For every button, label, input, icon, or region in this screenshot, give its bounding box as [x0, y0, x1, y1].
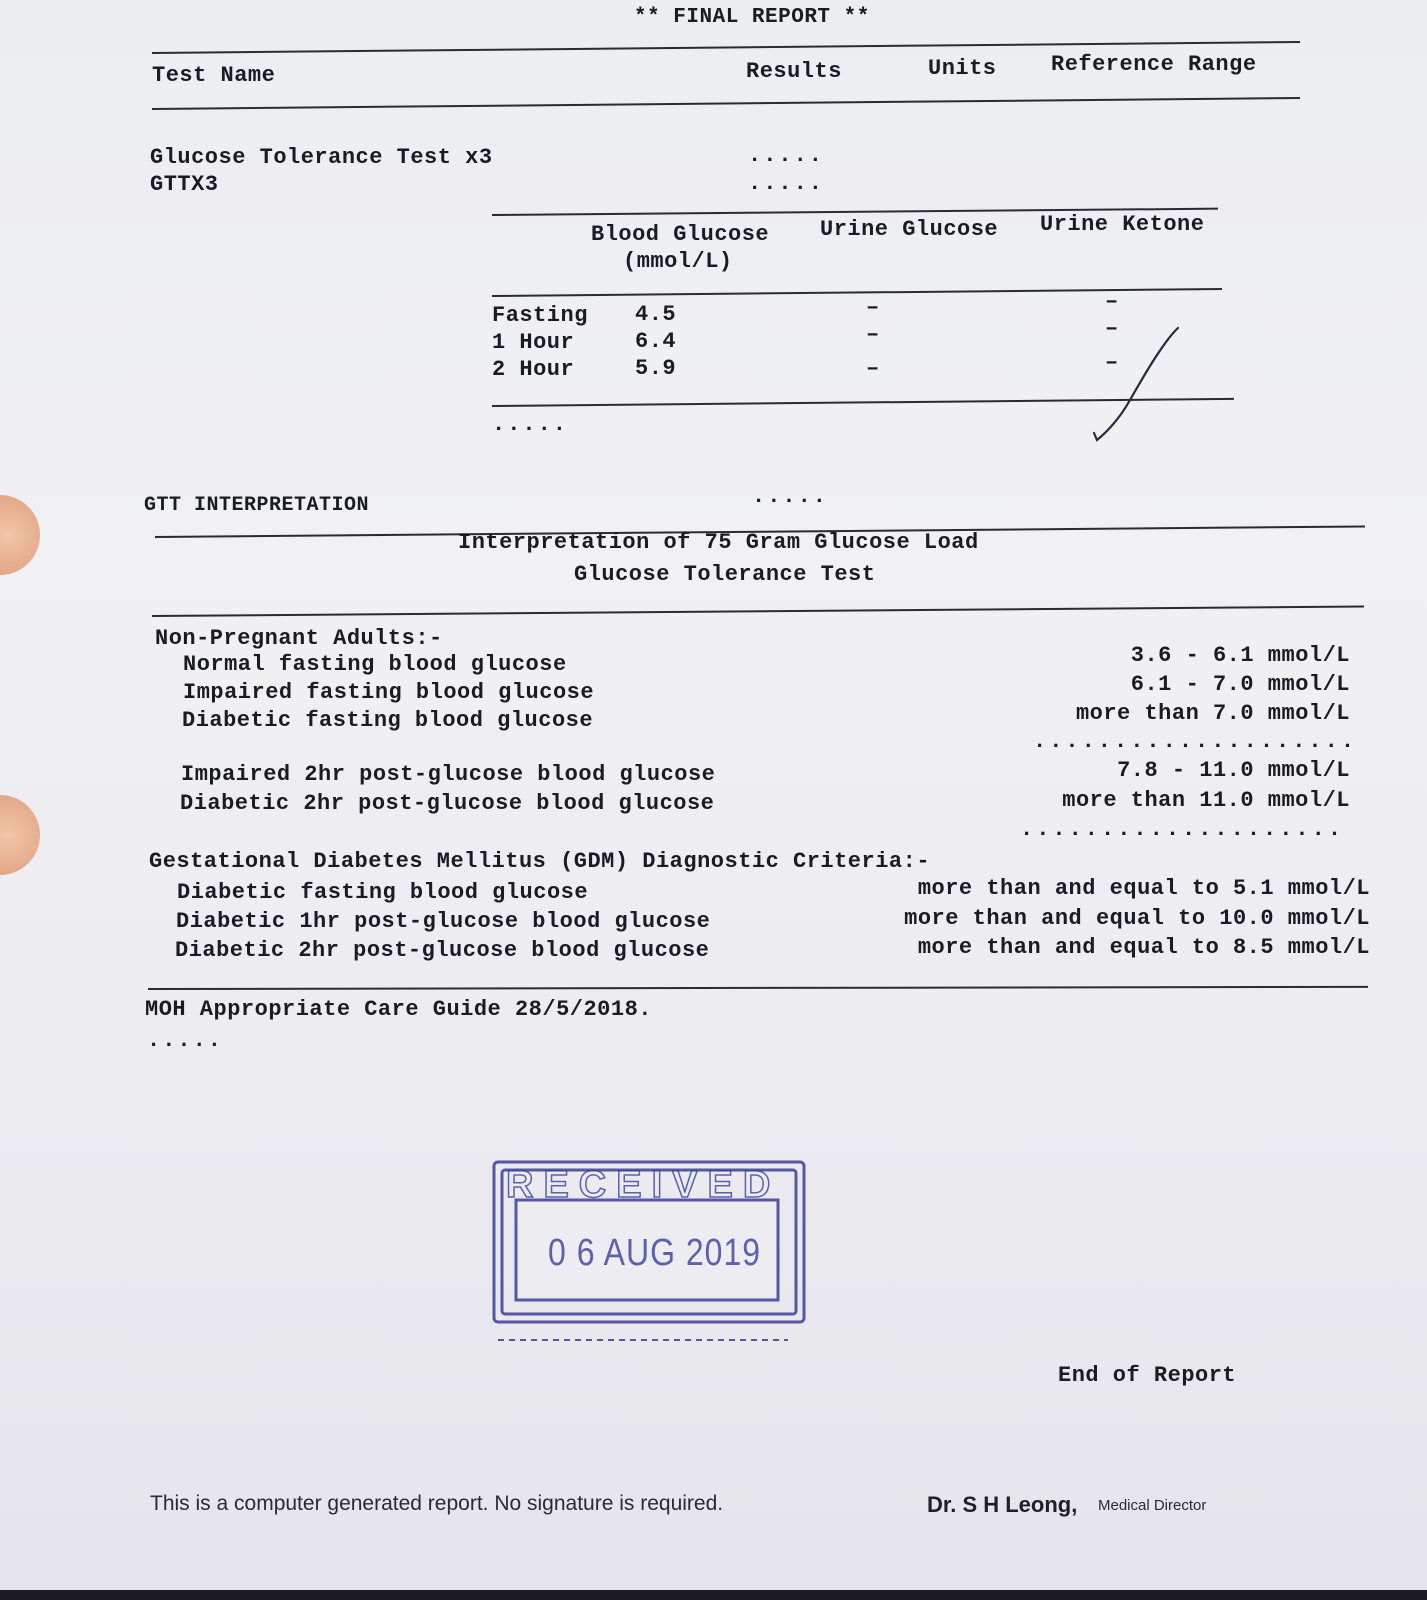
header-units: Units [928, 56, 997, 81]
report-title: ** FINAL REPORT ** [634, 6, 870, 29]
moh-dots: ..... [147, 1028, 224, 1053]
test-code-result: ..... [748, 171, 825, 196]
gdm-row-value: more than and equal to 5.1 mmol/L [917, 876, 1370, 901]
gtt-row-label: Fasting [492, 303, 588, 328]
np-row-label: Impaired fasting blood glucose [183, 680, 595, 705]
header-reference-range: Reference Range [1051, 52, 1257, 77]
non-pregnant-heading: Non-Pregnant Adults:- [155, 626, 443, 651]
gdm-heading: Gestational Diabetes Mellitus (GDM) Diagnostic Criteria:- [149, 849, 931, 874]
interp-bottom-rule [148, 986, 1368, 990]
gdm-row-label: Diabetic 2hr post-glucose blood glucose [175, 938, 710, 963]
gdm-row-label: Diabetic fasting blood glucose [177, 880, 589, 905]
test-code: GTTX3 [150, 172, 219, 197]
pen-tick-mark [1085, 320, 1195, 445]
gdm-row-value: more than and equal to 10.0 mmol/L [904, 906, 1370, 931]
np2-row-value: 7.8 - 11.0 mmol/L [1117, 758, 1350, 783]
interp-title-line2: Glucose Tolerance Test [574, 562, 876, 587]
np2-row-value: more than 11.0 mmol/L [1062, 788, 1350, 813]
header-test-name: Test Name [152, 63, 276, 88]
col-blood-glucose: Blood Glucose [591, 222, 770, 247]
gtt-interpretation-dots: ..... [752, 484, 829, 509]
col-blood-glucose-unit: (mmol/L) [623, 249, 733, 274]
gtt-table-dots: ..... [492, 412, 569, 437]
gtt-row-blood: 4.5 [635, 302, 677, 327]
np2-row-label: Impaired 2hr post-glucose blood glucose [181, 762, 716, 787]
gtt-row-urine-glucose: – [866, 322, 880, 347]
np-row-value: 3.6 - 6.1 mmol/L [1130, 643, 1350, 668]
np-row-value: 6.1 - 7.0 mmol/L [1130, 672, 1350, 697]
np-row-value: more than 7.0 mmol/L [1075, 701, 1350, 726]
gtt-row-urine-ketone: – [1105, 350, 1119, 375]
np2-row-label: Diabetic 2hr post-glucose blood glucose [180, 791, 715, 816]
np-row-label: Normal fasting blood glucose [183, 652, 567, 677]
interp-title-rule [152, 605, 1364, 617]
header-results: Results [746, 59, 842, 84]
page-edge [0, 1590, 1427, 1600]
np2-separator: .................... [1020, 817, 1345, 842]
gtt-row-blood: 6.4 [635, 329, 677, 354]
gtt-row-urine-glucose: – [866, 295, 880, 320]
test-name-result: ..... [748, 143, 825, 168]
gtt-row-blood: 5.9 [635, 356, 677, 381]
received-stamp [488, 1160, 818, 1370]
doctor-title: Medical Director [1098, 1497, 1207, 1514]
col-urine-glucose: Urine Glucose [820, 217, 999, 242]
gtt-row-urine-glucose: – [866, 356, 880, 381]
doctor-name: Dr. S H Leong, [927, 1492, 1078, 1517]
np-row-label: Diabetic fasting blood glucose [182, 708, 594, 733]
test-name: Glucose Tolerance Test x3 [150, 145, 493, 170]
received-stamp-date: 0 6 AUG 2019 [548, 1230, 762, 1274]
gtt-row-urine-ketone: – [1105, 316, 1119, 341]
gtt-interpretation-label: GTT INTERPRETATION [144, 494, 370, 517]
interp-title-line1: Interpretation of 75 Gram Glucose Load [458, 530, 979, 555]
gtt-row-label: 2 Hour [492, 357, 575, 382]
col-urine-ketone: Urine Ketone [1040, 212, 1205, 237]
gtt-row-urine-ketone: – [1105, 289, 1119, 314]
gdm-row-value: more than and equal to 8.5 mmol/L [917, 935, 1370, 960]
computer-generated-note: This is a computer generated report. No signature is required. [150, 1492, 724, 1515]
np-separator: .................... [1033, 729, 1358, 754]
gtt-row-label: 1 Hour [492, 330, 575, 355]
end-of-report: End of Report [1058, 1363, 1237, 1388]
moh-note: MOH Appropriate Care Guide 28/5/2018. [145, 997, 652, 1022]
gdm-row-label: Diabetic 1hr post-glucose blood glucose [176, 909, 711, 934]
header-bottom-rule [152, 97, 1300, 110]
received-stamp-word: RECEIVED [506, 1164, 781, 1206]
